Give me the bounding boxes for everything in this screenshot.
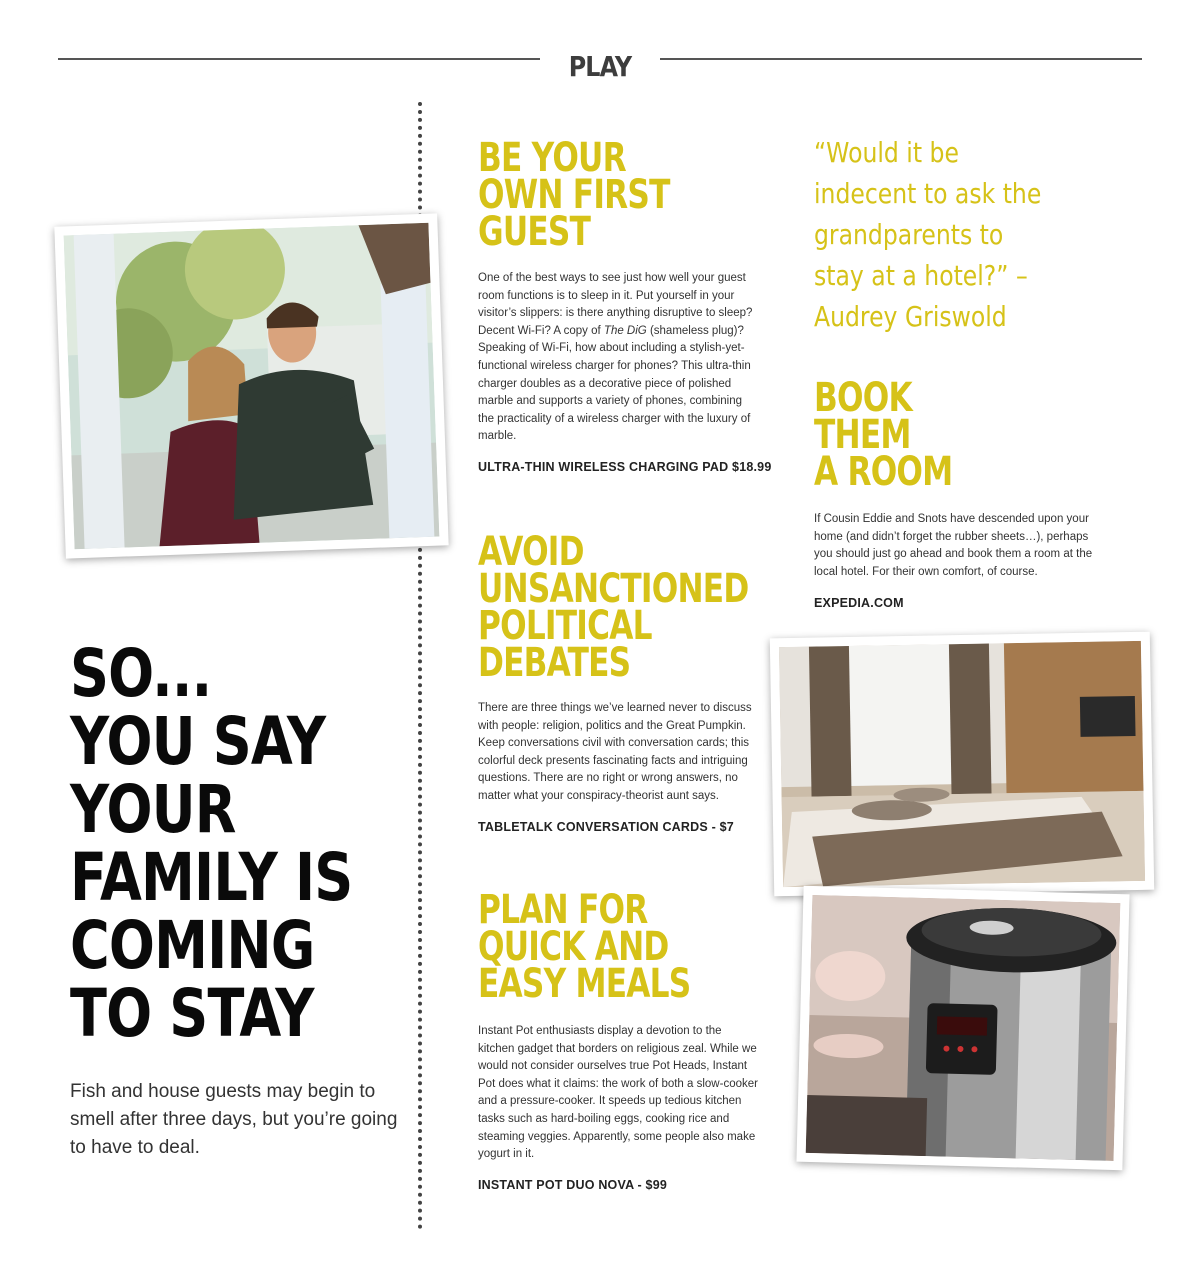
quote-line: grandparents to bbox=[814, 218, 1004, 251]
header-rule-right bbox=[660, 58, 1142, 60]
feature-intro: Fish and house guests may begin to smell after three days, but you’re going to have to deal. bbox=[70, 1081, 398, 1158]
headline-line: UNSANCTIONED bbox=[478, 566, 749, 612]
feature-headline-line: SO... bbox=[70, 635, 212, 712]
couple-photo bbox=[54, 213, 448, 558]
headline-line: OWN FIRST bbox=[478, 172, 670, 218]
feature-headline bbox=[70, 635, 414, 1052]
quote-line: Audrey Griswold bbox=[814, 300, 1007, 333]
quote-line: “Would it be bbox=[814, 136, 959, 169]
headline-line: BOOK bbox=[814, 375, 912, 421]
header-rule-left bbox=[58, 58, 540, 60]
headline-line: POLITICAL bbox=[478, 603, 652, 649]
headline-line: PLAN FOR bbox=[478, 887, 648, 933]
body-text-segment: (shameless plug)? Speaking of Wi-Fi, how about including a stylish-yet-functional wireless charger for phones? This ultra-thin charger doubles as a decorative piece of polished marble and supports a variety of phones, combining the practicality of a wireless charger with the luxury of marble. bbox=[478, 324, 751, 443]
article-body-first-guest bbox=[478, 270, 760, 446]
hotel-room-photo bbox=[770, 632, 1154, 897]
article-body-book-room: If Cousin Eddie and Snots have descended upon your home (and didn’t forget the rubber sheets…), perhaps you should just go ahead and book them a room at the local hotel. For their own comfort, of course. bbox=[814, 513, 1093, 578]
product-label-expedia: EXPEDIA.COM bbox=[814, 596, 904, 610]
headline-line: GUEST bbox=[478, 209, 591, 255]
headline-line: EASY MEALS bbox=[478, 961, 691, 1007]
product-label-charging-pad: ULTRA-THIN WIRELESS CHARGING PAD $18.99 bbox=[478, 460, 772, 474]
instant-pot-photo bbox=[796, 886, 1129, 1170]
headline-line: BE YOUR bbox=[478, 135, 626, 181]
feature-headline-line: TO STAY bbox=[70, 975, 314, 1052]
headline-line: AVOID bbox=[478, 529, 584, 575]
quote-line: stay at a hotel?” – bbox=[814, 259, 1028, 292]
pull-quote bbox=[814, 132, 1091, 337]
headline-line: A ROOM bbox=[814, 449, 953, 495]
article-headline-political-debates bbox=[478, 529, 749, 686]
feature-headline-line: COMING bbox=[70, 907, 315, 984]
article-headline-first-guest bbox=[478, 135, 670, 255]
article-headline-book-room bbox=[814, 375, 953, 495]
section-title: PLAY bbox=[568, 50, 632, 83]
body-text-segment: One of the best ways to see just how well your guest room functions is to sleep in it. Put yourself in your visitor’s slippers: is there anything disruptive to sleep? Decent Wi-Fi? A copy of bbox=[478, 272, 753, 337]
headline-line: QUICK AND bbox=[478, 924, 669, 970]
headline-line: THEM bbox=[814, 412, 911, 458]
publication-name: The DiG bbox=[603, 324, 647, 337]
feature-headline-line: FAMILY IS bbox=[70, 839, 353, 916]
feature-headline-line: YOU SAY bbox=[70, 703, 326, 780]
article-headline-quick-meals bbox=[478, 887, 691, 1007]
feature-headline-line: YOUR bbox=[70, 771, 236, 848]
article-body-quick-meals: Instant Pot enthusiasts display a devotion to the kitchen gadget that borders on religious zeal. While we would not consider ourselves true Pot Heads, Instant Pot does what it claims: the work of both a slow-cooker and a pressure-cooker. It speeds up tedious kitchen tasks such as hard-boiling eggs, cooking rice and steaming veggies. Apparently, some people also make yogurt in it. bbox=[478, 1025, 758, 1161]
product-label-instant-pot: INSTANT POT DUO NOVA - $99 bbox=[478, 1178, 668, 1192]
article-body-political-debates: There are three things we’ve learned never to discuss with people: religion, politics and the Great Pumpkin. Keep conversations civil with conversation cards; this colorful deck presents fascinating facts and intriguing questions. There are no right or wrong answers, no matter what your conspiracy-theorist aunt says. bbox=[478, 702, 752, 802]
headline-line: DEBATES bbox=[478, 640, 631, 686]
product-label-conversation-cards: TABLETALK CONVERSATION CARDS - $7 bbox=[478, 820, 734, 834]
quote-line: indecent to ask the bbox=[814, 177, 1042, 210]
